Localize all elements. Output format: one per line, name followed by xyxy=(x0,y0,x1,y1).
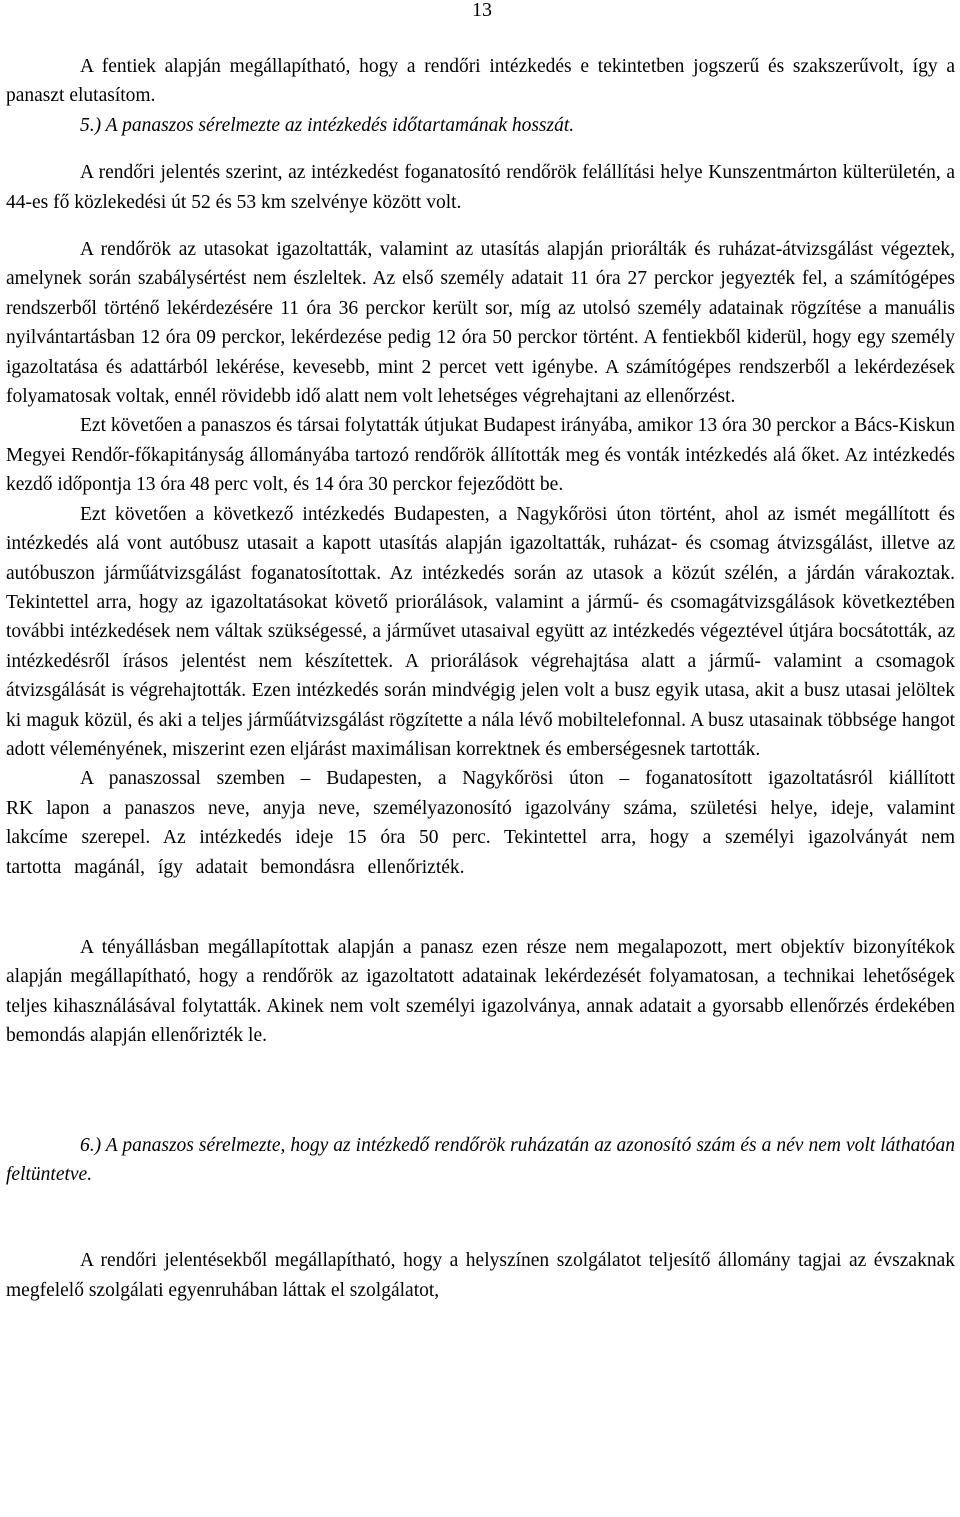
section-heading-5: 5.) A panaszos sérelmezte az intézkedés időtartamának hosszát. xyxy=(80,114,575,136)
paragraph-bacs-kiskun-stop: Ezt követően a panaszos és társai folytatták útjukat Budapest irányába, amikor 13 óra 30 perckor a Bács-Kiskun Megyei Rendőr-főkapitányság állományába tartozó rendőrök állították meg és vonták intézkedés alá őket. Az intézkedés kezdő időpontja 13 óra 48 perc volt, és 14 óra 30 perckor fejeződött be. xyxy=(6,415,955,496)
page-number: 13 xyxy=(472,0,492,21)
paragraph-budapest-stop: Ezt követően a következő intézkedés Budapesten, a Nagykőrösi úton történt, ahol az ismét megállított és intézkedés alá vont autóbusz utasait a kapott utasítás alapján igazoltatták, ruházat- és csomag átvizsgálást, illetve az autóbuszon járműátvizsgálást foganatosítottak. Az intézkedés során az utasok a közút szélén, a járdán várakoztak. Tekintettel arra, hogy az igazoltatásokat követő priorálások, valamint a jármű- és csomagátvizsgálások következtében további intézkedések nem váltak szükségessé, a járművet utasaival együtt az intézkedés végeztével útjára bocsátották, az intézkedésről írásos jelentést nem készítettek. A priorálások végrehajtása alatt a jármű- valamint a csomagok átvizsgálását is végrehajtották. Ezen intézkedés során mindvégig jelen volt a busz egyik utasa, akit a busz utasai jelöltek ki maguk közül, és aki a teljes járműátvizsgálást rögzítette a nála lévő mobiltelefonnal. A busz utasainak többsége hangot adott véleményének, miszerint ezen eljárást maximálisan korrektnek és emberségesnek tartották. xyxy=(6,503,955,760)
paragraph-identity-checks: A rendőrök az utasokat igazoltatták, valamint az utasítás alapján priorálták és ruházat-átvizsgálást végeztek, amelynek során szabálysértést nem észleltek. Az első személy adatait 11 óra 27 perckor jegyezték fel, a számítógépes rendszerből történő lekérdezésére 11 óra 36 perckor került sor, míg az utolsó személy adatainak rögzítése a manuális nyilvántartásban 12 óra 09 perckor, lekérdezése pedig 12 óra 50 perckor történt. A fentiekből kiderül, hogy egy személy igazoltatása és adattárból lekérése, kevesebb, mint 2 percet vett igénybe. A számítógépes rendszerből a lekérdezések folyamatosak voltak, ennél rövidebb idő alatt nem volt lehetséges végrehajtani az ellenőrzést. xyxy=(6,239,955,408)
paragraph-police-report: A rendőri jelentés szerint, az intézkedést foganatosító rendőrök felállítási helye Kunszentmárton külterületén, a 44-es fő közlekedési út 52 és 53 km szelvénye között volt. xyxy=(6,162,955,213)
paragraph-conclusion-5: A tényállásban megállapítottak alapján a panasz ezen része nem megalapozott, mert objektív bizonyítékok alapján megállapítható, hogy a rendőrök az igazoltatott adatainak lekérdezését folyamatosan, a technikai lehetőségek teljes kihasználásával folytatták. Akinek nem volt személyi igazolványa, annak adatait a gyorsabb ellenőrzés érdekében bemondás alapján ellenőrizték le. xyxy=(6,936,955,1047)
paragraph-conclusion-4: A fentiek alapján megállapítható, hogy a rendőri intézkedés e tekintetben jogszerű és szakszerűvolt, így a panaszt elutasítom. xyxy=(6,56,955,107)
paragraph-rk-form: A panaszossal szemben – Budapesten, a Nagykőrösi úton – foganatosított igazoltatásról kiállított RK lapon a panaszos neve, anyja neve, személyazonosító igazolvány száma, születési helye, ideje, valamint lakcíme szerepel. Az intézkedés ideje 15 óra 50 perc. Tekintettel arra, hogy a személyi igazolványát nem tartotta magánál, így adatait bemondásra ellenőrizték. xyxy=(6,768,955,878)
document-body xyxy=(6,52,955,1305)
section-heading-6: 6.) A panaszos sérelmezte, hogy az intézkedő rendőrök ruházatán az azonosító szám és a név nem volt láthatóan feltüntetve. xyxy=(6,1134,955,1185)
paragraph-police-reports-uniform: A rendőri jelentésekből megállapítható, hogy a helyszínen szolgálatot teljesítő állomány tagjai az évszaknak megfelelő szolgálati egyenruhában láttak el szolgálatot, xyxy=(6,1250,955,1301)
